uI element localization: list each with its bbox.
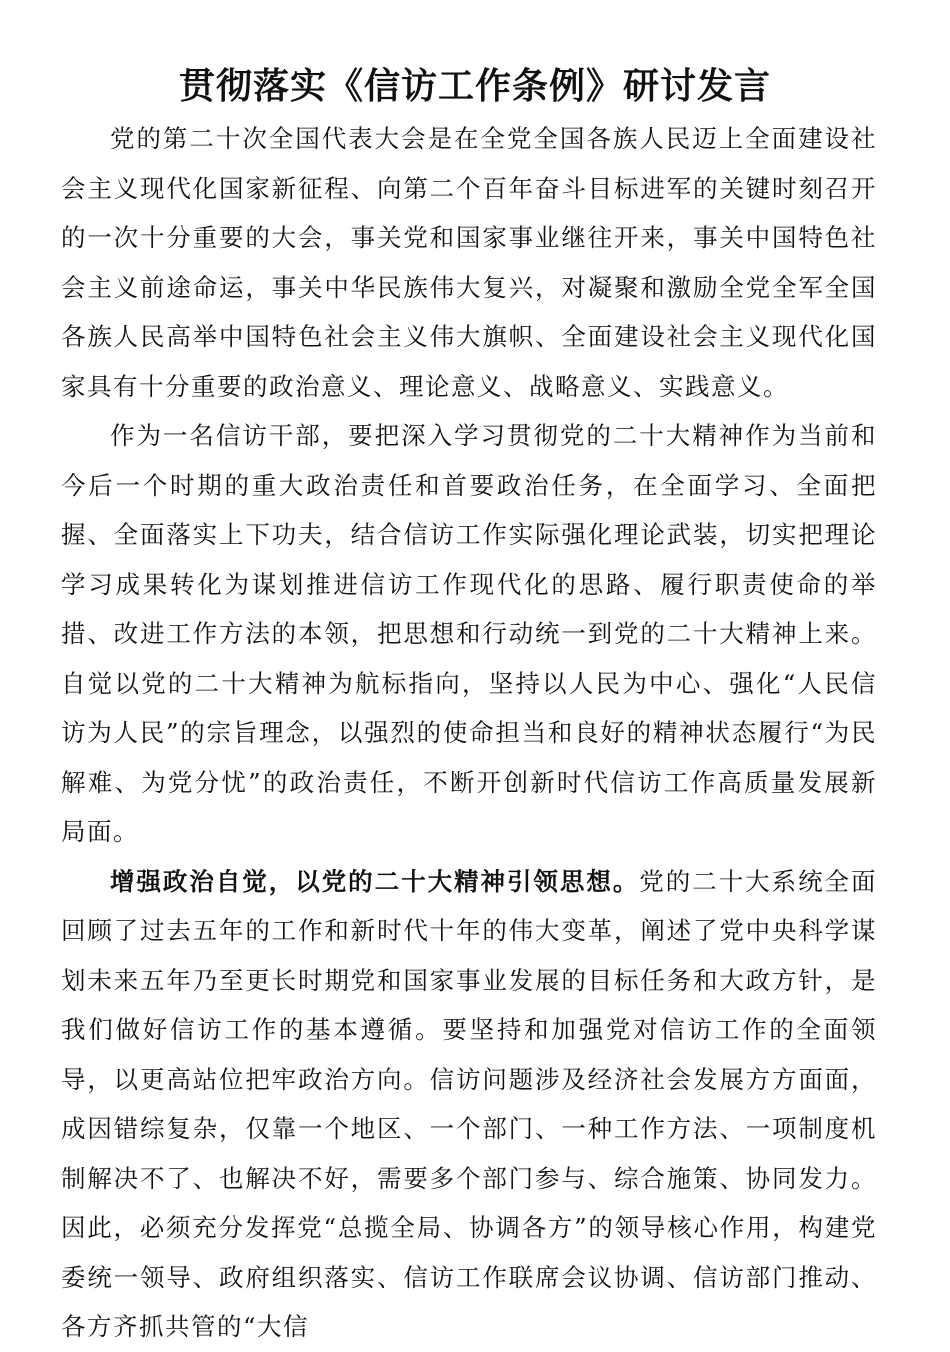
- paragraph-text: 党的二十大系统全面回顾了过去五年的工作和新时代十年的伟大变革，阐述了党中央科学谋划未来五年乃至更长时期党和国家事业发展的目标任务和大政方针，是我们做好信访工作的基本遵循。要坚持和加强党对信访工作的全面领导，以更高站位把牢政治方向。信访问题涉及经济社会发展方方面面，成因错综复杂，仅靠一个地区、一个部门、一种工作方法、一项制度机制解决不了、也解决不好，需要多个部门参与、综合施策、协同发力。因此，必须充分发挥党“总揽全局、协调各方”的领导核心作用，构建党委统一领导、政府组织落实、信访工作联席会议协调、信访部门推动、各方齐抓共管的“大信: [61, 866, 878, 1341]
- paragraph-1: [61, 114, 877, 411]
- document-body: [61, 114, 877, 1352]
- document-title: 贯彻落实《信访工作条例》研讨发言: [178, 65, 771, 107]
- paragraph-text: 党的第二十次全国代表大会是在全党全国各族人民迈上全面建设社会主义现代化国家新征程、向第二个百年奋斗目标进军的关键时刻召开的一次十分重要的大会，事关党和国家事业继往开来，事关中国特色社会主义前途命运，事关中华民族伟大复兴，对凝聚和激励全党全军全国各族人民高举中国特色社会主义伟大旗帜、全面建设社会主义现代化国家具有十分重要的政治意义、理论意义、战略意义、实践意义。: [61, 124, 877, 401]
- paragraph-text: 作为一名信访干部，要把深入学习贯彻党的二十大精神作为当前和今后一个时期的重大政治责任和首要政治任务，在全面学习、全面把握、全面落实上下功夫，结合信访工作实际强化理论武装，切实把理论学习成果转化为谋划推进信访工作现代化的思路、履行职责使命的举措、改进工作方法的本领，把思想和行动统一到党的二十大精神上来。自觉以党的二十大精神为航标指向，坚持以人民为中心、强化“人民信访为人民”的宗旨理念，以强烈的使命担当和良好的精神状态履行“为民解难、为党分忧”的政治责任，不断开创新时代信访工作高质量发展新局面。: [61, 421, 877, 846]
- paragraph-lead: 增强政治自觉，以党的二十大精神引领思想。: [110, 866, 640, 896]
- paragraph-2: [61, 411, 877, 857]
- paragraph-3: [61, 857, 877, 1352]
